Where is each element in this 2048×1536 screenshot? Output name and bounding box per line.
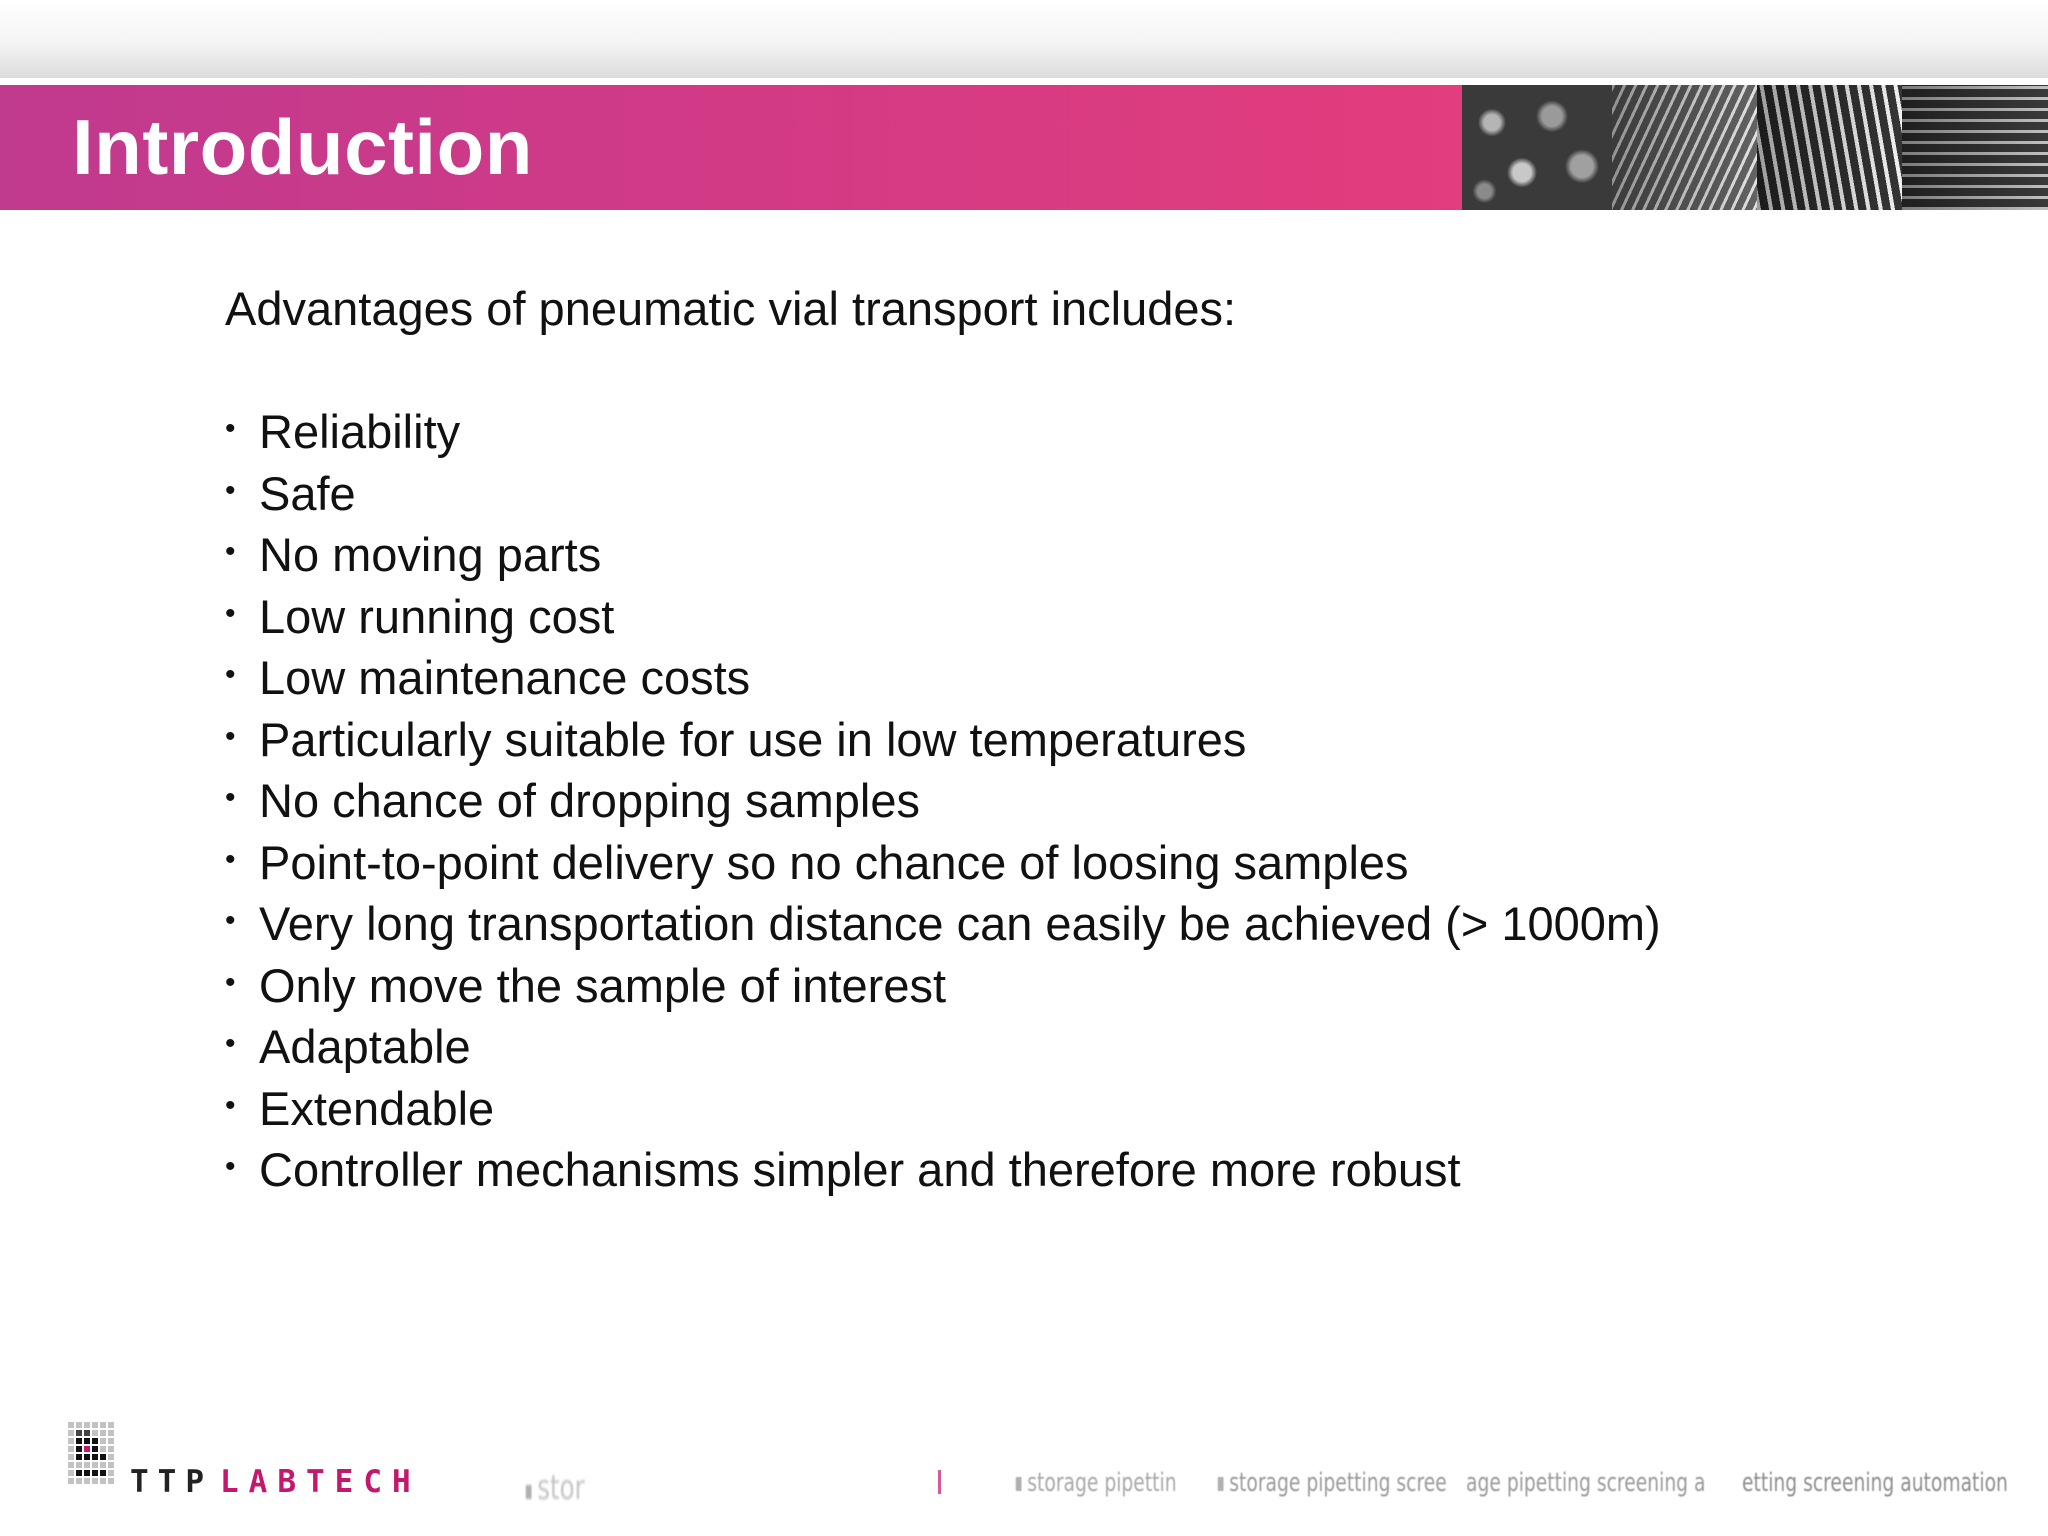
list-item (225, 1078, 1825, 1140)
list-item (225, 955, 1825, 1017)
footer-tagline-fragment: storage pipettin (1010, 1468, 1140, 1498)
slide-body (225, 278, 1825, 1201)
header-photo-1 (1462, 85, 1612, 210)
list-item-text: Reliability (259, 405, 461, 458)
list-item (225, 647, 1825, 709)
bullet-icon: • (225, 1027, 236, 1060)
list-item-text: No moving parts (259, 528, 602, 581)
list-item (225, 893, 1825, 955)
ttp-labtech-logo (68, 1422, 421, 1500)
list-item-text: Point-to-point delivery so no chance of loosing samples (259, 835, 1409, 889)
list-item-text: Extendable (259, 1081, 495, 1135)
list-item-text: Controller mechanisms simpler and therefore more robust (259, 1143, 1461, 1196)
logo-ttp-text: TTP (130, 1464, 213, 1500)
list-item-text: Safe (259, 466, 356, 520)
list-item-text: Adaptable (259, 1020, 471, 1073)
bullet-icon: • (225, 473, 236, 507)
list-item-text: Particularly suitable for use in low temperatures (259, 712, 1247, 766)
slide-title: Introduction (72, 103, 533, 191)
list-item (225, 709, 1825, 771)
list-item-text: No chance of dropping samples (259, 774, 921, 827)
list-item-text: Low running cost (259, 589, 615, 643)
list-item (225, 832, 1825, 894)
list-item-text: Only move the sample of interest (259, 958, 947, 1012)
header-photo-4 (1902, 85, 2048, 210)
footer-divider-tick (938, 1470, 941, 1494)
list-item (225, 1016, 1825, 1078)
list-item (225, 401, 1825, 463)
logo-labtech-text: LABTECH (220, 1464, 421, 1500)
list-item-text: Very long transportation distance can easily be achieved (> 1000m) (259, 897, 1661, 950)
bullet-icon: • (225, 842, 236, 876)
footer-tagline-fragment: storage pipetting scree (1212, 1468, 1392, 1498)
bullet-icon: • (225, 658, 236, 691)
list-item-text: Low maintenance costs (259, 651, 751, 704)
list-item (225, 1139, 1825, 1201)
list-item (225, 770, 1825, 832)
bullet-icon: • (225, 596, 236, 630)
footer-tagline-fragment: stor (520, 1468, 599, 1508)
header-photo-3 (1757, 85, 1902, 210)
bullet-icon: • (225, 1088, 236, 1122)
title-bar (0, 85, 1462, 210)
list-item (225, 463, 1825, 525)
header-photo-strip (1462, 85, 2048, 210)
bullet-icon: • (225, 412, 236, 445)
bullet-icon: • (225, 535, 236, 568)
bullet-icon: • (225, 904, 236, 937)
bullet-icon: • (225, 719, 236, 753)
advantages-list (225, 401, 1825, 1201)
bullet-icon: • (225, 781, 236, 814)
list-item (225, 586, 1825, 648)
intro-text: Advantages of pneumatic vial transport includes: (225, 282, 1237, 335)
header-photo-2 (1612, 85, 1757, 210)
footer-tagline-fragment: age pipetting screening a (1466, 1468, 1706, 1498)
bullet-icon: • (225, 1150, 236, 1183)
top-gradient-strip (0, 0, 2048, 78)
footer-tagline-fragment: etting screening automation (1742, 1468, 2008, 1498)
logo-grid-icon (68, 1422, 118, 1492)
list-item (225, 524, 1825, 586)
bullet-icon: • (225, 965, 236, 999)
